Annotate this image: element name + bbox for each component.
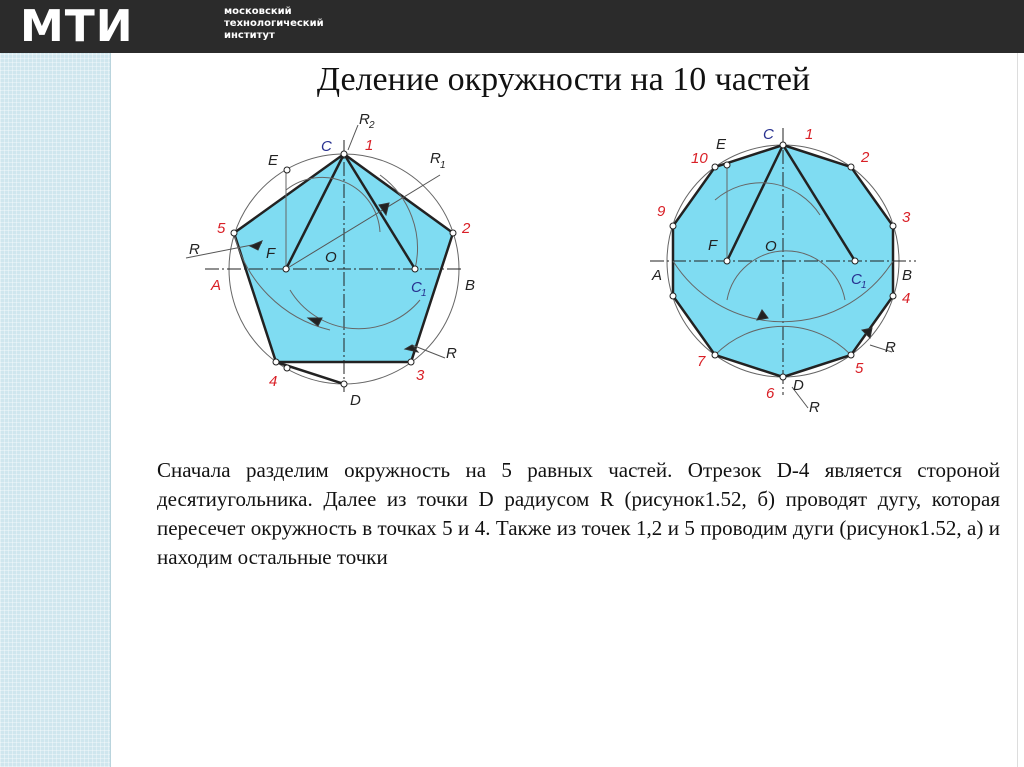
point-2 xyxy=(450,230,456,236)
label-r-low: R xyxy=(809,399,820,416)
label-r1: R xyxy=(430,150,441,167)
label-e: E xyxy=(268,152,279,169)
point-3 xyxy=(890,223,896,229)
logo: МТИ xyxy=(20,1,134,52)
label-2: 2 xyxy=(861,149,870,166)
label-1: 1 xyxy=(365,137,374,154)
label-o: O xyxy=(765,238,777,255)
point-aux xyxy=(284,365,290,371)
point-7 xyxy=(712,352,718,358)
point-c xyxy=(780,142,786,148)
label-e: E xyxy=(716,136,727,153)
label-c: C xyxy=(763,126,774,143)
label-r1-sub: 1 xyxy=(440,160,446,171)
point-c xyxy=(341,151,347,157)
point-8 xyxy=(670,293,676,299)
label-9: 9 xyxy=(657,203,666,220)
label-4: 4 xyxy=(902,290,911,307)
label-d: D xyxy=(793,377,804,394)
point-10 xyxy=(712,164,718,170)
logo-subtitle-line: технологический xyxy=(224,18,324,29)
point-3 xyxy=(408,359,414,365)
label-c1: C xyxy=(411,279,422,296)
geometry-diagram xyxy=(150,105,930,435)
body-text: Сначала разделим окружность на 5 равных частей. Отрезок D-4 является стороной десятиугольника. Далее из точки D радиусом R (рисунок1.52, б) проводят дугу, которая пересечет окружность в точках 5 и 4. Также из точек 1,2 и 5 проводим дуги (рисунок1.52, а) и находим остальные точки xyxy=(157,458,1000,569)
label-f: F xyxy=(266,245,276,262)
label-6: 6 xyxy=(766,385,775,402)
slide-title: Деление окружности на 10 частей xyxy=(316,61,811,98)
logo-subtitle-line: московский xyxy=(224,6,292,17)
logo-subtitle xyxy=(224,6,324,42)
label-c1-sub: 1 xyxy=(421,288,427,299)
label-r-low: R xyxy=(446,345,457,362)
label-1: 1 xyxy=(805,126,814,143)
figure-decagon xyxy=(650,128,916,408)
label-4: 4 xyxy=(269,373,278,390)
figure-pentagon xyxy=(186,125,462,392)
label-b: B xyxy=(465,277,476,294)
label-a: A xyxy=(652,267,663,284)
header-bar xyxy=(0,0,1024,53)
radius-leader-r2 xyxy=(348,125,358,150)
point-f xyxy=(724,258,730,264)
label-r: R xyxy=(189,241,200,258)
label-a: A xyxy=(211,277,222,294)
side-decor-band xyxy=(0,53,110,767)
point-4 xyxy=(273,359,279,365)
label-c1: C xyxy=(851,271,862,288)
point-4 xyxy=(890,293,896,299)
point-e xyxy=(284,167,290,173)
label-2: 2 xyxy=(462,220,471,237)
point-f xyxy=(283,266,289,272)
label-5: 5 xyxy=(217,220,226,237)
label-r: R xyxy=(885,339,896,356)
point-c1 xyxy=(852,258,858,264)
point-2 xyxy=(848,164,854,170)
point-5 xyxy=(848,352,854,358)
point-9 xyxy=(670,223,676,229)
right-divider xyxy=(1017,53,1018,767)
label-d: D xyxy=(350,392,361,409)
label-3: 3 xyxy=(416,367,425,384)
label-3: 3 xyxy=(902,209,911,226)
point-d xyxy=(341,381,347,387)
point-c1 xyxy=(412,266,418,272)
side-divider xyxy=(110,53,111,767)
label-7: 7 xyxy=(697,353,706,370)
point-5 xyxy=(231,230,237,236)
label-f: F xyxy=(708,237,718,254)
point-e xyxy=(724,162,730,168)
label-r2-sub: 2 xyxy=(369,120,375,131)
label-b: B xyxy=(902,267,913,284)
label-o: O xyxy=(325,249,337,266)
label-r2: R xyxy=(359,111,370,128)
label-c: C xyxy=(321,138,332,155)
label-c1-sub: 1 xyxy=(861,280,867,291)
label-5: 5 xyxy=(855,360,864,377)
point-6 xyxy=(780,374,786,380)
logo-subtitle-line: институт xyxy=(224,30,275,41)
label-10: 10 xyxy=(691,150,708,167)
